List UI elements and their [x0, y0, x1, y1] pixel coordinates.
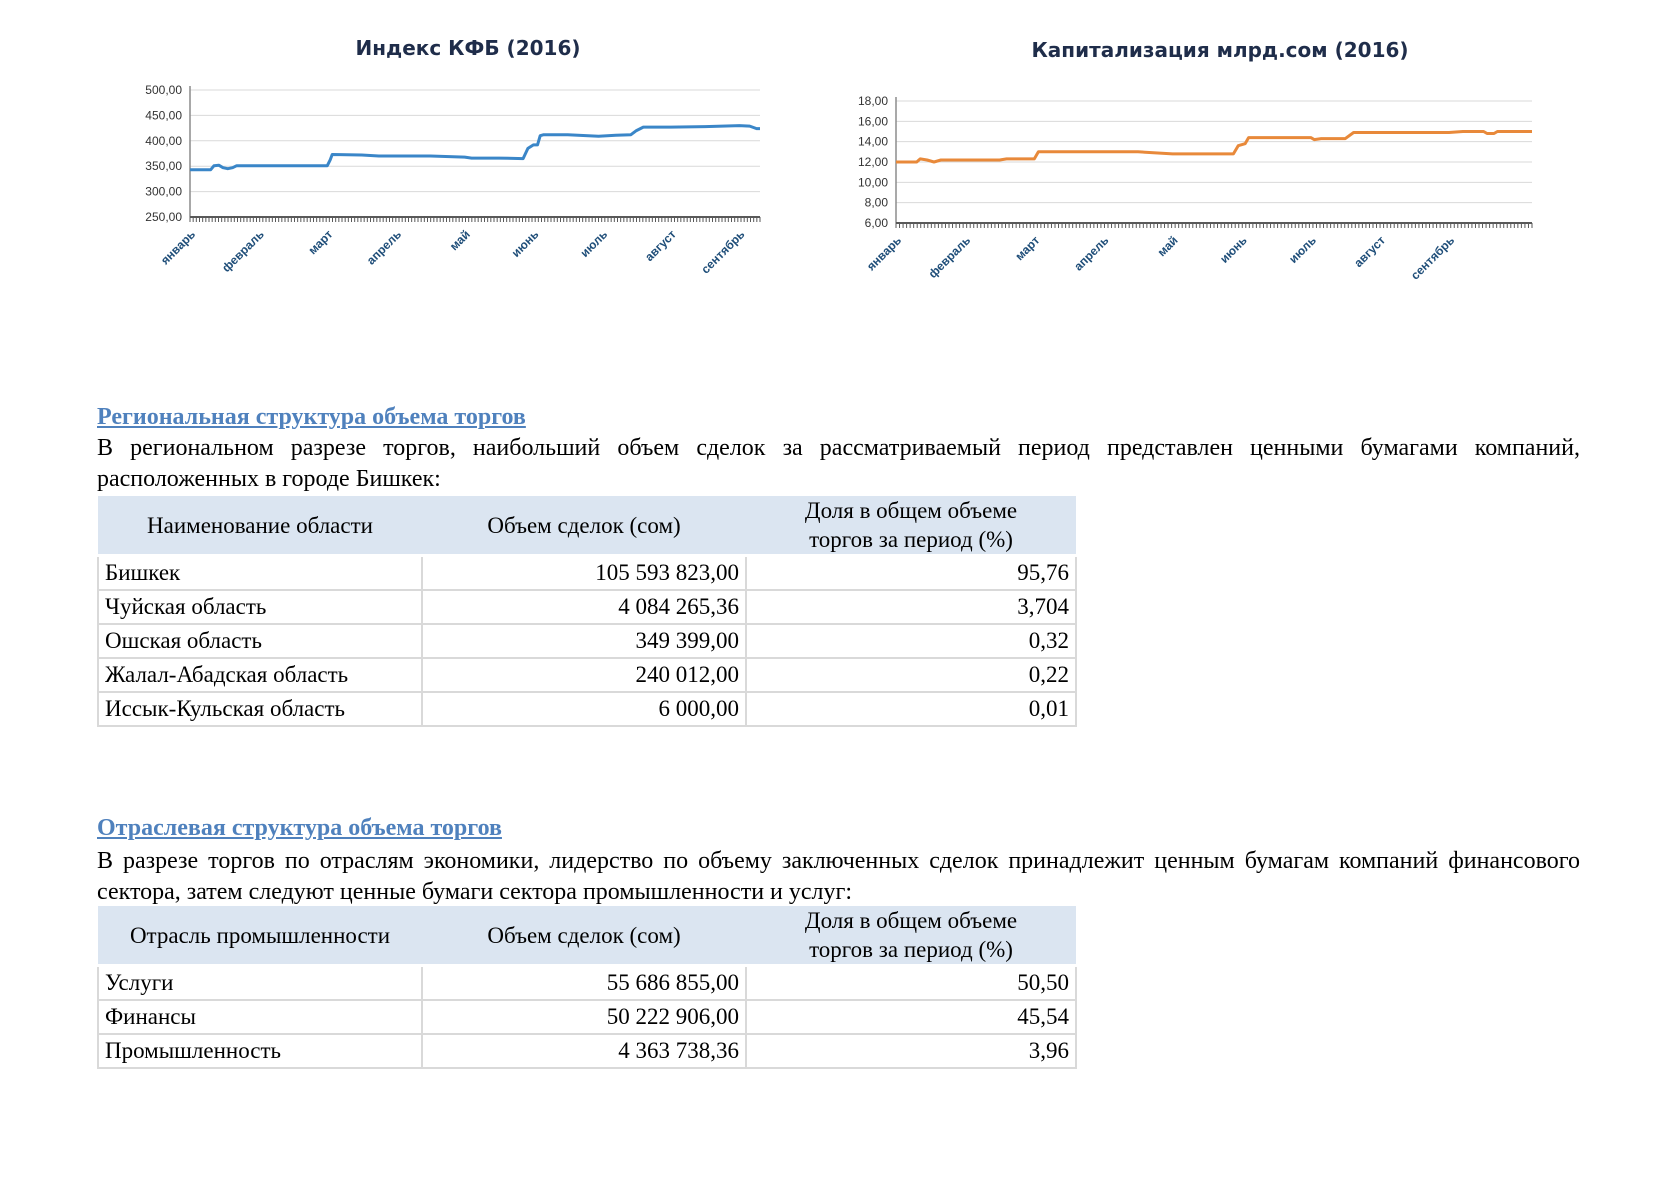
share-cell: 45,54 [746, 1000, 1076, 1034]
share-cell: 50,50 [746, 966, 1076, 1001]
column-header: Отрасль промышленности [98, 906, 422, 966]
y-tick-label: 8,00 [864, 195, 888, 210]
share-cell: 0,32 [746, 624, 1076, 658]
x-tick-label: июль [577, 227, 611, 260]
x-tick-label: сентябрь [1407, 233, 1458, 283]
series-line [896, 132, 1532, 163]
table-header-row [98, 496, 1076, 556]
table-row [98, 1000, 1076, 1034]
y-tick-label: 18,00 [857, 94, 888, 108]
y-tick-label: 400,00 [145, 133, 182, 148]
region-name-cell: Бишкек [98, 556, 422, 591]
x-tick-label: апрель [363, 227, 405, 268]
sector-name-cell: Промышленность [98, 1034, 422, 1068]
x-tick-label: май [446, 227, 473, 254]
table-row [98, 658, 1076, 692]
y-tick-label: 14,00 [857, 134, 888, 149]
column-header: Доля в общем объеме торгов за период (%) [746, 496, 1076, 556]
share-cell: 3,96 [746, 1034, 1076, 1068]
x-tick-label: январь [157, 227, 199, 268]
table-row [98, 624, 1076, 658]
column-header: Объем сделок (сом) [422, 496, 746, 556]
y-tick-label: 500,00 [145, 83, 182, 97]
column-header: Объем сделок (сом) [422, 906, 746, 966]
x-tick-label: июнь [1217, 233, 1250, 266]
sector-name-cell: Финансы [98, 1000, 422, 1034]
x-tick-label: август [642, 227, 679, 264]
x-tick-label: май [1154, 233, 1181, 260]
x-tick-label: январь [863, 233, 905, 274]
sector-paragraph: В разрезе торгов по отраслям экономики, лидерство по объему заключенных сделок принадлежит ценным бумагам компаний финансового сектора, затем следуют ценные бумаги сектора промышленности и услуг: [97, 848, 1580, 905]
x-tick-label: июнь [508, 227, 542, 260]
sector-table [97, 906, 1077, 1069]
series-line [190, 126, 760, 170]
region-name-cell: Иссык-Кульская область [98, 692, 422, 726]
region-name-cell: Ошская область [98, 624, 422, 658]
x-tick-label: март [1012, 233, 1043, 264]
sector-section-title: Отраслевая структура объема торгов [97, 815, 502, 841]
x-tick-label: март [305, 227, 336, 258]
volume-cell: 6 000,00 [422, 692, 746, 726]
x-tick-label: июль [1286, 233, 1319, 266]
cap-chart-title: Капитализация млрд.сом (2016) [1031, 38, 1409, 62]
table-header-row [98, 906, 1076, 966]
volume-cell: 55 686 855,00 [422, 966, 746, 1001]
region-name-cell: Чуйская область [98, 590, 422, 624]
column-header: Доля в общем объеме торгов за период (%) [746, 906, 1076, 966]
volume-cell: 105 593 823,00 [422, 556, 746, 591]
table-row [98, 692, 1076, 726]
volume-cell: 349 399,00 [422, 624, 746, 658]
share-cell: 0,01 [746, 692, 1076, 726]
sector-name-cell: Услуги [98, 966, 422, 1001]
table-row [98, 1034, 1076, 1068]
y-tick-label: 250,00 [145, 210, 182, 224]
capitalization-chart [820, 0, 1653, 300]
y-tick-label: 300,00 [145, 184, 182, 199]
y-tick-label: 450,00 [145, 108, 182, 123]
y-tick-label: 6,00 [864, 216, 888, 230]
y-tick-label: 350,00 [145, 159, 182, 174]
column-header: Наименование области [98, 496, 422, 556]
share-cell: 0,22 [746, 658, 1076, 692]
index-chart [0, 0, 820, 300]
table-row [98, 590, 1076, 624]
volume-cell: 4 084 265,36 [422, 590, 746, 624]
y-tick-label: 16,00 [857, 114, 888, 129]
x-tick-label: август [1351, 233, 1389, 270]
volume-cell: 4 363 738,36 [422, 1034, 746, 1068]
x-tick-label: февраль [925, 233, 974, 281]
y-tick-label: 12,00 [857, 155, 888, 169]
volume-cell: 240 012,00 [422, 658, 746, 692]
share-cell: 3,704 [746, 590, 1076, 624]
share-cell: 95,76 [746, 556, 1076, 591]
x-tick-label: апрель [1071, 233, 1112, 274]
table-row [98, 556, 1076, 591]
regional-table [97, 496, 1077, 727]
table-row [98, 966, 1076, 1001]
y-tick-label: 10,00 [857, 175, 888, 190]
regional-paragraph: В региональном разрезе торгов, наибольший объем сделок за рассматриваемый период представлен ценными бумагами компаний, расположенных в городе Бишкек: [97, 435, 1580, 492]
region-name-cell: Жалал-Абадская область [98, 658, 422, 692]
x-tick-label: сентябрь [698, 227, 748, 277]
regional-section-title: Региональная структура объема торгов [97, 404, 526, 430]
x-tick-label: февраль [219, 227, 267, 275]
volume-cell: 50 222 906,00 [422, 1000, 746, 1034]
index-chart-title: Индекс КФБ (2016) [355, 36, 581, 60]
